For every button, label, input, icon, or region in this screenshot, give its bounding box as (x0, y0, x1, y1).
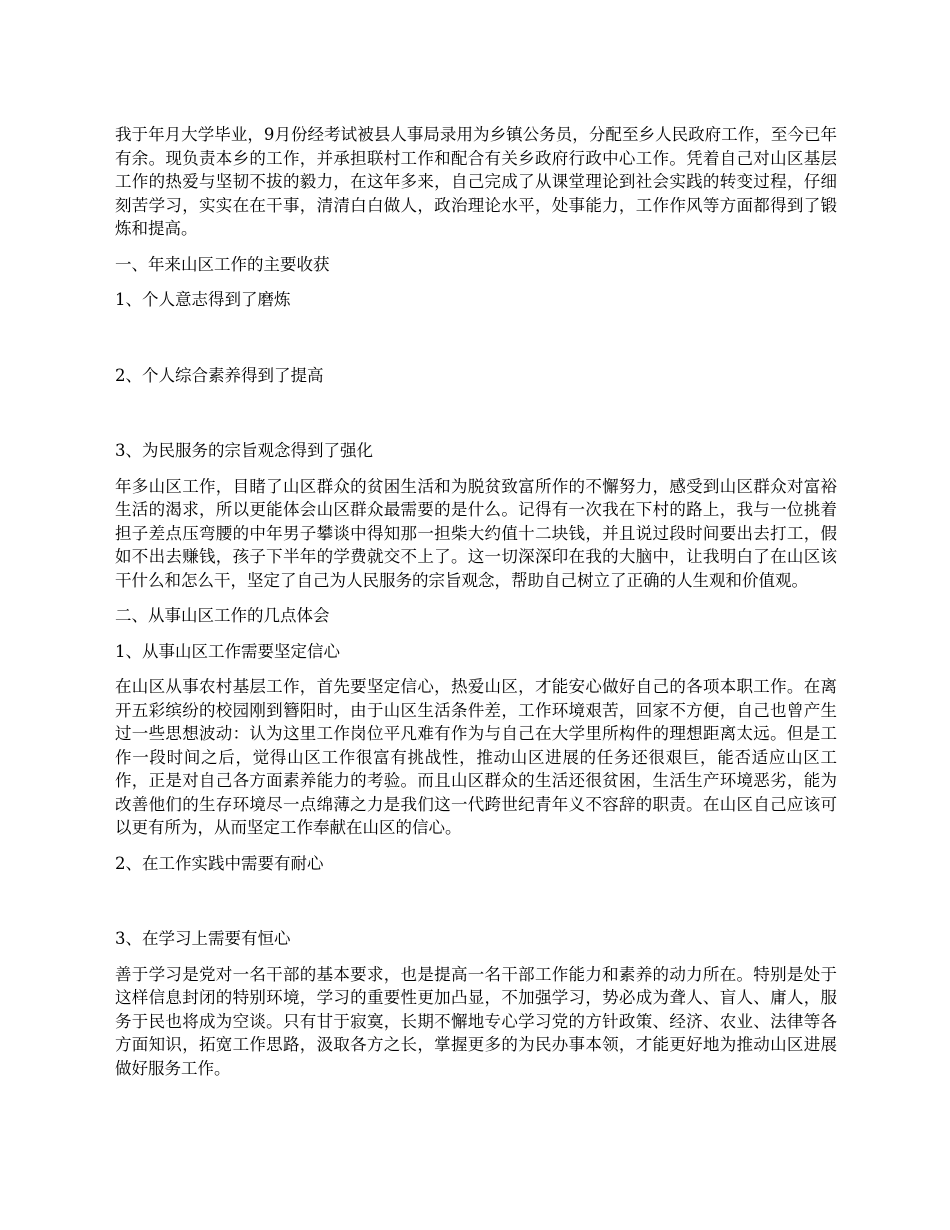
section-1-item-1: 1、个人意志得到了磨炼 (115, 290, 291, 309)
section-2-item-3: 3、在学习上需要有恒心 (115, 929, 291, 948)
section-2-item-1-body: 在山区从事农村基层工作，首先要坚定信心，热爱山区，才能安心做好自己的各项本职工作。在离开五彩缤纷的校园刚到簪阳时，由于山区生活条件差，工作环境艰苦，回家不方便，自己也曾产生过一些思想波动：认为这里工作岗位平凡难有作为与自己在大学里所构件的理想距离太远。但是工作一段时间之后，觉得山区工作很富有挑战性，推动山区进展的任务还很艰巨，能否适应山区工作，正是对自己各方面素养能力的考验。而且山区群众的生活还很贫困，生活生产环境恶劣，能为改善他们的生存环境尽一点绵薄之力是我们这一代跨世纪青年义不容辞的职责。在山区自己应该可以更有所为，从而坚定工作奉献在山区的信心。 (115, 677, 837, 837)
intro-paragraph: 我于年月大学毕业，9月份经考试被县人事局录用为乡镇公务员，分配至乡人民政府工作，至今已年有余。现负责本乡的工作，并承担联村工作和配合有关乡政府行政中心工作。凭着自己对山区基层工作的热爱与坚韧不拔的毅力，在这年多来，自己完成了从课堂理论到社会实践的转变过程，仔细刻苦学习，实实在在干事，清清白白做人，政治理论水平，处事能力，工作作风等方面都得到了锻炼和提高。 (115, 125, 837, 238)
section-2-heading: 二、从事山区工作的几点体会 (115, 606, 330, 625)
section-2-item-3-body: 善于学习是党对一名干部的基本要求，也是提高一名干部工作能力和素养的动力所在。特别是处于这样信息封闭的特别环境，学习的重要性更加凸显，不加强学习，势必成为聋人、盲人、庸人，服务于民也将成为空谈。只有甘于寂寞，长期不懈地专心学习党的方针政策、经济、农业、法律等各方面知识，拓宽工作思路，汲取各方之长，掌握更多的为民办事本领，才能更好地为推动山区进展做好服务工作。 (115, 964, 837, 1078)
section-2-item-2: 2、在工作实践中需要有耐心 (115, 853, 324, 873)
blank-gap (115, 324, 837, 364)
section-1-item-2: 2、个人综合素养得到了提高 (115, 365, 324, 385)
blank-gap (115, 399, 837, 439)
section-2-item-1: 1、从事山区工作需要坚定信心 (115, 641, 340, 661)
section-1-item-3: 3、为民服务的宗旨观念得到了强化 (115, 441, 373, 460)
document-body (115, 123, 837, 1092)
section-1-item-3-body: 年多山区工作，目睹了山区群众的贫困生活和为脱贫致富所作的不懈努力，感受到山区群众对富裕生活的渴求，所以更能体会山区群众最需要的是什么。记得有一次我在下村的路上，我与一位挑着担子差点压弯腰的中年男子攀谈中得知那一担柴大约值十二块钱，并且说过段时间要出去打工，假如不出去赚钱，孩子下半年的学费就交不上了。这一切深深印在我的大脑中，让我明白了在山区该干什么和怎么干，坚定了自己为人民服务的宗旨观念，帮助自己树立了正确的人生观和价值观。 (115, 476, 837, 590)
section-1-heading: 一、年来山区工作的主要收获 (115, 254, 330, 274)
blank-gap (115, 887, 837, 927)
